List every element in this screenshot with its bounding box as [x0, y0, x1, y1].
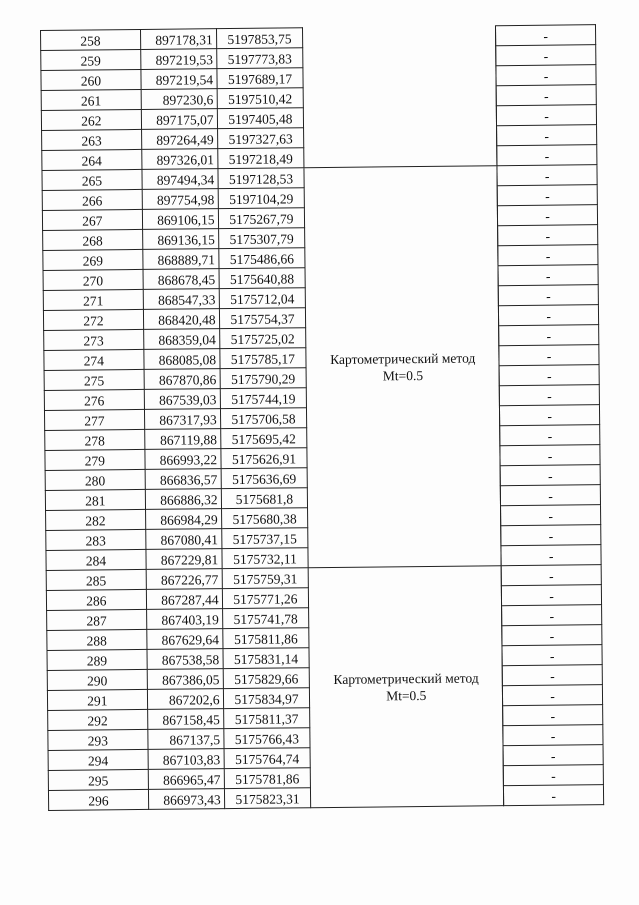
coordinates-table [40, 24, 604, 811]
x-coordinate-cell: 897175,07 [141, 109, 217, 130]
point-number-cell: 265 [42, 169, 142, 190]
x-coordinate-cell: 867103,83 [148, 749, 224, 770]
point-number-cell: 271 [43, 289, 143, 310]
point-number-cell: 273 [44, 329, 144, 350]
point-number-cell: 278 [45, 429, 145, 450]
y-coordinate-cell: 5175712,04 [219, 288, 306, 309]
method-cell [308, 566, 503, 808]
x-coordinate-cell: 866973,43 [148, 789, 224, 810]
y-coordinate-cell: 5175626,91 [220, 448, 307, 469]
empty-value-cell: - [502, 645, 602, 666]
point-number-cell: 272 [43, 309, 143, 330]
empty-value-cell: - [499, 365, 599, 386]
y-coordinate-cell: 5175766,43 [223, 728, 310, 749]
point-number-cell: 286 [46, 589, 146, 610]
empty-value-cell: - [499, 305, 599, 326]
empty-value-cell: - [503, 765, 603, 786]
y-coordinate-cell: 5175680,38 [221, 508, 308, 529]
x-coordinate-cell: 867870,86 [144, 369, 220, 390]
point-number-cell: 279 [45, 449, 145, 470]
point-number-cell: 277 [44, 409, 144, 430]
x-coordinate-cell: 866993,22 [145, 449, 221, 470]
method-cell [303, 26, 497, 168]
point-number-cell: 274 [44, 349, 144, 370]
empty-value-cell: - [498, 245, 598, 266]
empty-value-cell: - [497, 125, 597, 146]
point-number-cell: 283 [46, 529, 146, 550]
y-coordinate-cell: 5175823,31 [224, 788, 311, 809]
empty-value-cell: - [500, 465, 600, 486]
y-coordinate-cell: 5175754,37 [219, 308, 306, 329]
y-coordinate-cell: 5175744,19 [220, 388, 307, 409]
empty-value-cell: - [504, 785, 604, 806]
y-coordinate-cell: 5175725,02 [219, 328, 306, 349]
y-coordinate-cell: 5197510,42 [217, 88, 304, 109]
point-number-cell: 266 [42, 189, 142, 210]
y-coordinate-cell: 5197689,17 [217, 68, 304, 89]
empty-value-cell: - [498, 225, 598, 246]
x-coordinate-cell: 867080,41 [145, 529, 221, 550]
point-number-cell: 290 [47, 669, 147, 690]
x-coordinate-cell: 867137,5 [148, 729, 224, 750]
x-coordinate-cell: 867538,58 [147, 649, 223, 670]
empty-value-cell: - [503, 745, 603, 766]
empty-value-cell: - [500, 385, 600, 406]
point-number-cell: 287 [47, 609, 147, 630]
y-coordinate-cell: 5175834,97 [223, 688, 310, 709]
x-coordinate-cell: 867629,64 [147, 629, 223, 650]
point-number-cell: 267 [42, 209, 142, 230]
x-coordinate-cell: 869106,15 [142, 209, 218, 230]
point-number-cell: 295 [48, 769, 148, 790]
y-coordinate-cell: 5197853,75 [216, 28, 303, 49]
point-number-cell: 292 [48, 709, 148, 730]
y-coordinate-cell: 5175771,26 [222, 588, 309, 609]
x-coordinate-cell: 897264,49 [141, 129, 217, 150]
point-number-cell: 289 [47, 649, 147, 670]
y-coordinate-cell: 5197218,49 [217, 148, 304, 169]
y-coordinate-cell: 5175759,31 [222, 568, 309, 589]
y-coordinate-cell: 5175764,74 [224, 748, 311, 769]
empty-value-cell: - [500, 405, 600, 426]
empty-value-cell: - [502, 665, 602, 686]
y-coordinate-cell: 5175737,15 [221, 528, 308, 549]
y-coordinate-cell: 5175307,79 [218, 228, 305, 249]
y-coordinate-cell: 5175741,78 [222, 608, 309, 629]
empty-value-cell: - [503, 705, 603, 726]
y-coordinate-cell: 5175781,86 [224, 768, 311, 789]
method-accuracy: Mt=0.5 [382, 368, 424, 384]
point-number-cell: 269 [43, 249, 143, 270]
y-coordinate-cell: 5175829,66 [223, 668, 310, 689]
empty-value-cell: - [501, 525, 601, 546]
point-number-cell: 276 [44, 389, 144, 410]
point-number-cell: 294 [48, 749, 148, 770]
empty-value-cell: - [497, 145, 597, 166]
x-coordinate-cell: 867229,81 [146, 549, 222, 570]
point-number-cell: 281 [45, 489, 145, 510]
point-number-cell: 259 [41, 49, 141, 70]
y-coordinate-cell: 5175267,79 [218, 208, 305, 229]
point-number-cell: 285 [46, 569, 146, 590]
empty-value-cell: - [502, 585, 602, 606]
point-number-cell: 262 [41, 109, 141, 130]
x-coordinate-cell: 868085,08 [144, 349, 220, 370]
empty-value-cell: - [500, 445, 600, 466]
point-number-cell: 282 [46, 509, 146, 530]
x-coordinate-cell: 867386,05 [147, 669, 223, 690]
x-coordinate-cell: 868420,48 [143, 309, 219, 330]
point-number-cell: 270 [43, 269, 143, 290]
empty-value-cell: - [497, 165, 597, 186]
x-coordinate-cell: 897178,31 [140, 29, 216, 50]
method-name: Картометрический метод [333, 670, 479, 687]
empty-value-cell: - [502, 605, 602, 626]
y-coordinate-cell: 5175811,37 [223, 708, 310, 729]
coordinates-sheet [40, 24, 616, 811]
empty-value-cell: - [497, 185, 597, 206]
x-coordinate-cell: 897230,6 [141, 89, 217, 110]
empty-value-cell: - [498, 205, 598, 226]
empty-value-cell: - [501, 505, 601, 526]
empty-value-cell: - [499, 325, 599, 346]
x-coordinate-cell: 866984,29 [145, 509, 221, 530]
x-coordinate-cell: 868678,45 [143, 269, 219, 290]
y-coordinate-cell: 5175790,29 [220, 368, 307, 389]
y-coordinate-cell: 5175695,42 [220, 428, 307, 449]
x-coordinate-cell: 868889,71 [143, 249, 219, 270]
y-coordinate-cell: 5197405,48 [217, 108, 304, 129]
y-coordinate-cell: 5175831,14 [223, 648, 310, 669]
x-coordinate-cell: 867119,88 [144, 429, 220, 450]
y-coordinate-cell: 5197327,63 [217, 128, 304, 149]
x-coordinate-cell: 897494,34 [142, 169, 218, 190]
x-coordinate-cell: 868547,33 [143, 289, 219, 310]
y-coordinate-cell: 5175486,66 [218, 248, 305, 269]
point-number-cell: 275 [44, 369, 144, 390]
y-coordinate-cell: 5175636,69 [221, 468, 308, 489]
x-coordinate-cell: 869136,15 [142, 229, 218, 250]
x-coordinate-cell: 897219,53 [140, 49, 216, 70]
empty-value-cell: - [499, 345, 599, 366]
empty-value-cell: - [502, 625, 602, 646]
point-number-cell: 296 [48, 789, 148, 810]
point-number-cell: 280 [45, 469, 145, 490]
method-accuracy: Mt=0.5 [386, 687, 427, 704]
y-coordinate-cell: 5175732,11 [222, 548, 309, 569]
point-number-cell: 263 [42, 129, 142, 150]
y-coordinate-cell: 5175640,88 [219, 268, 306, 289]
x-coordinate-cell: 867226,77 [146, 569, 222, 590]
point-number-cell: 288 [47, 629, 147, 650]
y-coordinate-cell: 5175706,58 [220, 408, 307, 429]
empty-value-cell: - [503, 685, 603, 706]
x-coordinate-cell: 866886,32 [145, 489, 221, 510]
x-coordinate-cell: 867287,44 [146, 589, 222, 610]
x-coordinate-cell: 897754,98 [142, 189, 218, 210]
empty-value-cell: - [496, 65, 596, 86]
x-coordinate-cell: 867317,93 [144, 409, 220, 430]
point-number-cell: 261 [41, 89, 141, 110]
y-coordinate-cell: 5175785,17 [219, 348, 306, 369]
method-name: Картометрический метод [330, 350, 476, 367]
point-number-cell: 291 [47, 689, 147, 710]
x-coordinate-cell: 867202,6 [147, 689, 223, 710]
x-coordinate-cell: 897326,01 [141, 149, 217, 170]
y-coordinate-cell: 5197773,83 [216, 48, 303, 69]
empty-value-cell: - [501, 565, 601, 586]
empty-value-cell: - [498, 265, 598, 286]
x-coordinate-cell: 867539,03 [144, 389, 220, 410]
x-coordinate-cell: 868359,04 [143, 329, 219, 350]
coordinates-table-body [41, 25, 604, 811]
point-number-cell: 293 [48, 729, 148, 750]
y-coordinate-cell: 5175681,8 [221, 488, 308, 509]
empty-value-cell: - [501, 545, 601, 566]
empty-value-cell: - [496, 85, 596, 106]
empty-value-cell: - [496, 25, 596, 46]
empty-value-cell: - [498, 285, 598, 306]
point-number-cell: 260 [41, 69, 141, 90]
method-cell [304, 166, 501, 568]
empty-value-cell: - [501, 485, 601, 506]
point-number-cell: 268 [43, 229, 143, 250]
y-coordinate-cell: 5197128,53 [218, 168, 305, 189]
x-coordinate-cell: 867403,19 [146, 609, 222, 630]
empty-value-cell: - [500, 425, 600, 446]
empty-value-cell: - [497, 105, 597, 126]
x-coordinate-cell: 866836,57 [145, 469, 221, 490]
point-number-cell: 264 [42, 149, 142, 170]
point-number-cell: 284 [46, 549, 146, 570]
y-coordinate-cell: 5197104,29 [218, 188, 305, 209]
x-coordinate-cell: 897219,54 [141, 69, 217, 90]
y-coordinate-cell: 5175811,86 [222, 628, 309, 649]
empty-value-cell: - [503, 725, 603, 746]
point-number-cell: 258 [41, 29, 141, 50]
empty-value-cell: - [496, 45, 596, 66]
x-coordinate-cell: 866965,47 [148, 769, 224, 790]
x-coordinate-cell: 867158,45 [147, 709, 223, 730]
